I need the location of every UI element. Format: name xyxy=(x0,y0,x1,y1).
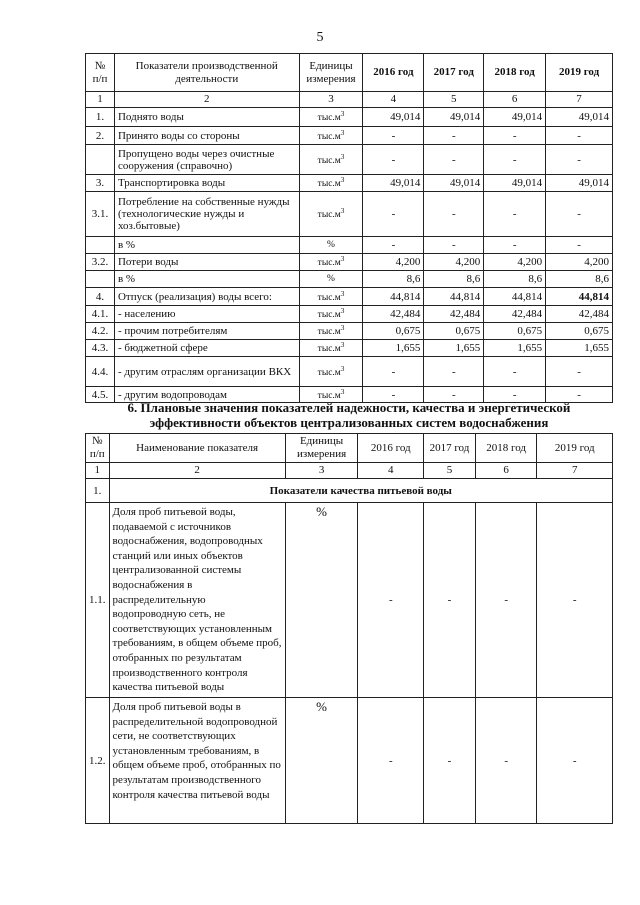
column-header: Единицы измерения xyxy=(285,434,358,463)
value-cell: - xyxy=(546,127,613,145)
column-number: 4 xyxy=(358,463,424,479)
value-cell: 8,6 xyxy=(363,271,424,288)
row-number: 3.2. xyxy=(86,254,115,271)
value-cell: - xyxy=(537,503,613,698)
value-cell: 1,655 xyxy=(546,340,613,357)
indicator-name: Доля проб питьевой воды, подаваемой с источников водоснабжения, водопроводных станций или иных объектов централизованной системы водоснабжения в распределительную водопроводную сеть, не соответствующих установленным требованиям, в общем объеме проб, отобранных по результатам производственного контроля качества питьевой воды xyxy=(109,503,285,698)
value-cell: - xyxy=(363,357,424,387)
value-cell: - xyxy=(546,237,613,254)
column-header: 2017 год xyxy=(424,434,476,463)
indicator-name: - другим отраслям организации ВКХ xyxy=(114,357,299,387)
header-row xyxy=(86,434,613,463)
value-cell: - xyxy=(475,698,537,824)
indicator-name: Принято воды со стороны xyxy=(114,127,299,145)
value-cell: - xyxy=(424,503,476,698)
value-cell: 44,814 xyxy=(424,288,484,306)
column-number: 4 xyxy=(363,92,424,108)
indicator-name: - населению xyxy=(114,306,299,323)
indicator-name: - прочим потребителям xyxy=(114,323,299,340)
indicator-name: Потери воды xyxy=(114,254,299,271)
section-title-line-1: 6. Плановые значения показателей надежности, качества и энергетической xyxy=(127,400,571,415)
row-number: 4. xyxy=(86,288,115,306)
value-cell: - xyxy=(363,237,424,254)
unit-cell xyxy=(299,254,363,271)
unit-superscript: 3 xyxy=(340,307,345,316)
indicator-name: Поднято воды xyxy=(114,108,299,127)
unit-superscript: 3 xyxy=(340,388,345,396)
value-cell: - xyxy=(537,698,613,824)
unit-text: тыс.м xyxy=(317,258,341,269)
group-row xyxy=(86,479,613,503)
unit-text: тыс.м xyxy=(317,156,341,167)
unit-superscript: 3 xyxy=(340,364,345,373)
value-cell: 8,6 xyxy=(484,271,546,288)
column-header: 2017 год xyxy=(424,54,484,92)
table-row xyxy=(86,108,613,127)
unit-cell xyxy=(299,192,363,237)
table-row xyxy=(86,503,613,698)
table-row xyxy=(86,357,613,387)
value-cell: 49,014 xyxy=(484,108,546,127)
value-cell: 44,814 xyxy=(363,288,424,306)
value-cell: - xyxy=(363,145,424,175)
value-cell: 49,014 xyxy=(424,108,484,127)
row-number: 3.1. xyxy=(86,192,115,237)
unit-cell: % xyxy=(285,503,358,698)
row-number: 4.4. xyxy=(86,357,115,387)
row-number xyxy=(86,271,115,288)
column-number: 1 xyxy=(86,463,110,479)
column-number: 5 xyxy=(424,463,476,479)
value-cell: 49,014 xyxy=(546,175,613,192)
unit-superscript: 3 xyxy=(340,207,345,216)
value-cell: 1,655 xyxy=(363,340,424,357)
table-row xyxy=(86,288,613,306)
table-row xyxy=(86,175,613,192)
unit-superscript: 3 xyxy=(340,324,345,333)
unit-superscript: 3 xyxy=(340,110,345,119)
reliability-indicators-table xyxy=(85,433,613,824)
unit-text: тыс.м xyxy=(317,210,341,221)
table-row xyxy=(86,323,613,340)
value-cell: 4,200 xyxy=(484,254,546,271)
unit-cell xyxy=(299,145,363,175)
unit-text: тыс.м xyxy=(317,391,341,402)
unit-superscript: 3 xyxy=(340,176,345,185)
table-row xyxy=(86,698,613,824)
value-cell: - xyxy=(424,192,484,237)
unit-text: % xyxy=(327,274,335,284)
indicator-name: Пропущено воды через очистные сооружения (справочно) xyxy=(114,145,299,175)
unit-cell xyxy=(299,288,363,306)
column-number: 7 xyxy=(546,92,613,108)
value-cell: - xyxy=(424,698,476,824)
table-row xyxy=(86,237,613,254)
indicator-name: - бюджетной сфере xyxy=(114,340,299,357)
value-cell: 42,484 xyxy=(424,306,484,323)
column-header: 2016 год xyxy=(363,54,424,92)
column-header: 2018 год xyxy=(484,54,546,92)
value-cell: 4,200 xyxy=(424,254,484,271)
value-cell: 49,014 xyxy=(363,108,424,127)
unit-text: тыс.м xyxy=(317,132,341,143)
column-number: 2 xyxy=(114,92,299,108)
value-cell: 0,675 xyxy=(484,323,546,340)
unit-cell xyxy=(299,237,363,254)
value-cell: - xyxy=(484,357,546,387)
unit-text: тыс.м xyxy=(317,344,341,355)
group-number: 1. xyxy=(86,479,110,503)
value-cell: - xyxy=(358,503,424,698)
column-header: Показатели производственной деятельности xyxy=(114,54,299,92)
value-cell: 8,6 xyxy=(424,271,484,288)
unit-cell xyxy=(299,323,363,340)
unit-text: тыс.м xyxy=(317,368,341,379)
unit-cell xyxy=(299,340,363,357)
indicator-name: Доля проб питьевой воды в распределительной водопроводной сети, не соответствующих установленным требованиям, в общем объеме проб, отобранных по результатам производственного контроля качества питьевой воды xyxy=(109,698,285,824)
value-cell: 42,484 xyxy=(484,306,546,323)
table-row xyxy=(86,340,613,357)
unit-cell xyxy=(299,306,363,323)
value-cell: 42,484 xyxy=(546,306,613,323)
row-number: 3. xyxy=(86,175,115,192)
unit-text: тыс.м xyxy=(317,179,341,190)
value-cell: - xyxy=(363,192,424,237)
column-header: № п/п xyxy=(86,434,110,463)
column-header: Наименование показателя xyxy=(109,434,285,463)
numbering-row xyxy=(86,92,613,108)
numbering-row xyxy=(86,463,613,479)
value-cell: - xyxy=(546,387,613,403)
value-cell: - xyxy=(475,503,537,698)
column-number: 7 xyxy=(537,463,613,479)
column-number: 2 xyxy=(109,463,285,479)
value-cell: 4,200 xyxy=(546,254,613,271)
indicator-name: в % xyxy=(114,271,299,288)
value-cell: - xyxy=(484,192,546,237)
section-title-line-2: эффективности объектов централизованных систем водоснабжения xyxy=(149,415,549,430)
table-row xyxy=(86,254,613,271)
indicator-name: - другим водопроводам xyxy=(114,387,299,403)
value-cell: - xyxy=(546,192,613,237)
value-cell: 0,675 xyxy=(363,323,424,340)
value-cell: 4,200 xyxy=(363,254,424,271)
unit-cell: % xyxy=(285,698,358,824)
column-header: № п/п xyxy=(86,54,115,92)
unit-superscript: 3 xyxy=(340,128,345,137)
value-cell: 44,814 xyxy=(546,288,613,306)
indicator-name: Потребление на собственные нужды (технологические нужды и хоз.бытовые) xyxy=(114,192,299,237)
value-cell: - xyxy=(424,237,484,254)
production-indicators-table xyxy=(85,53,613,403)
unit-superscript: 3 xyxy=(340,152,345,161)
value-cell: - xyxy=(363,387,424,403)
row-number: 1. xyxy=(86,108,115,127)
value-cell: 0,675 xyxy=(546,323,613,340)
unit-superscript: 3 xyxy=(340,341,345,350)
value-cell: - xyxy=(484,237,546,254)
row-number: 4.3. xyxy=(86,340,115,357)
value-cell: - xyxy=(424,145,484,175)
unit-cell xyxy=(299,108,363,127)
value-cell: 1,655 xyxy=(484,340,546,357)
column-header: Единицы измерения xyxy=(299,54,363,92)
page-number: 5 xyxy=(316,30,324,45)
value-cell: - xyxy=(358,698,424,824)
value-cell: 0,675 xyxy=(424,323,484,340)
value-cell: - xyxy=(424,127,484,145)
value-cell: - xyxy=(546,357,613,387)
row-number: 1.2. xyxy=(86,698,110,824)
unit-text: тыс.м xyxy=(317,327,341,338)
value-cell: 49,014 xyxy=(424,175,484,192)
unit-superscript: 3 xyxy=(340,255,345,264)
column-number: 6 xyxy=(484,92,546,108)
value-cell: 49,014 xyxy=(484,175,546,192)
indicator-name: в % xyxy=(114,237,299,254)
unit-cell xyxy=(299,175,363,192)
column-number: 3 xyxy=(299,92,363,108)
unit-text: тыс.м xyxy=(317,310,341,321)
column-number: 6 xyxy=(475,463,537,479)
value-cell: 44,814 xyxy=(484,288,546,306)
value-cell: - xyxy=(484,145,546,175)
row-number xyxy=(86,145,115,175)
row-number: 4.5. xyxy=(86,387,115,403)
value-cell: - xyxy=(424,387,484,403)
column-header: 2019 год xyxy=(546,54,613,92)
value-cell: - xyxy=(424,357,484,387)
column-number: 1 xyxy=(86,92,115,108)
indicator-name: Транспортировка воды xyxy=(114,175,299,192)
unit-text: тыс.м xyxy=(317,113,341,124)
column-header: 2018 год xyxy=(475,434,537,463)
value-cell: 8,6 xyxy=(546,271,613,288)
row-number: 2. xyxy=(86,127,115,145)
table-row xyxy=(86,192,613,237)
unit-text: тыс.м xyxy=(317,293,341,304)
value-cell: - xyxy=(546,145,613,175)
row-number: 4.1. xyxy=(86,306,115,323)
row-number: 4.2. xyxy=(86,323,115,340)
row-number xyxy=(86,237,115,254)
unit-superscript: 3 xyxy=(340,289,345,298)
value-cell: - xyxy=(484,127,546,145)
value-cell: 49,014 xyxy=(363,175,424,192)
unit-cell xyxy=(299,127,363,145)
column-header: 2016 год xyxy=(358,434,424,463)
column-number: 3 xyxy=(285,463,358,479)
value-cell: 49,014 xyxy=(546,108,613,127)
header-row xyxy=(86,54,613,92)
unit-text: % xyxy=(327,240,335,250)
column-number: 5 xyxy=(424,92,484,108)
value-cell: - xyxy=(484,387,546,403)
unit-cell xyxy=(299,271,363,288)
group-title: Показатели качества питьевой воды xyxy=(109,479,613,503)
table-row xyxy=(86,271,613,288)
value-cell: 42,484 xyxy=(363,306,424,323)
table-row xyxy=(86,127,613,145)
section-title xyxy=(85,400,613,430)
table-row xyxy=(86,306,613,323)
value-cell: 1,655 xyxy=(424,340,484,357)
value-cell: - xyxy=(363,127,424,145)
row-number: 1.1. xyxy=(86,503,110,698)
indicator-name: Отпуск (реализация) воды всего: xyxy=(114,288,299,306)
column-header: 2019 год xyxy=(537,434,613,463)
table-row xyxy=(86,145,613,175)
unit-cell xyxy=(299,357,363,387)
